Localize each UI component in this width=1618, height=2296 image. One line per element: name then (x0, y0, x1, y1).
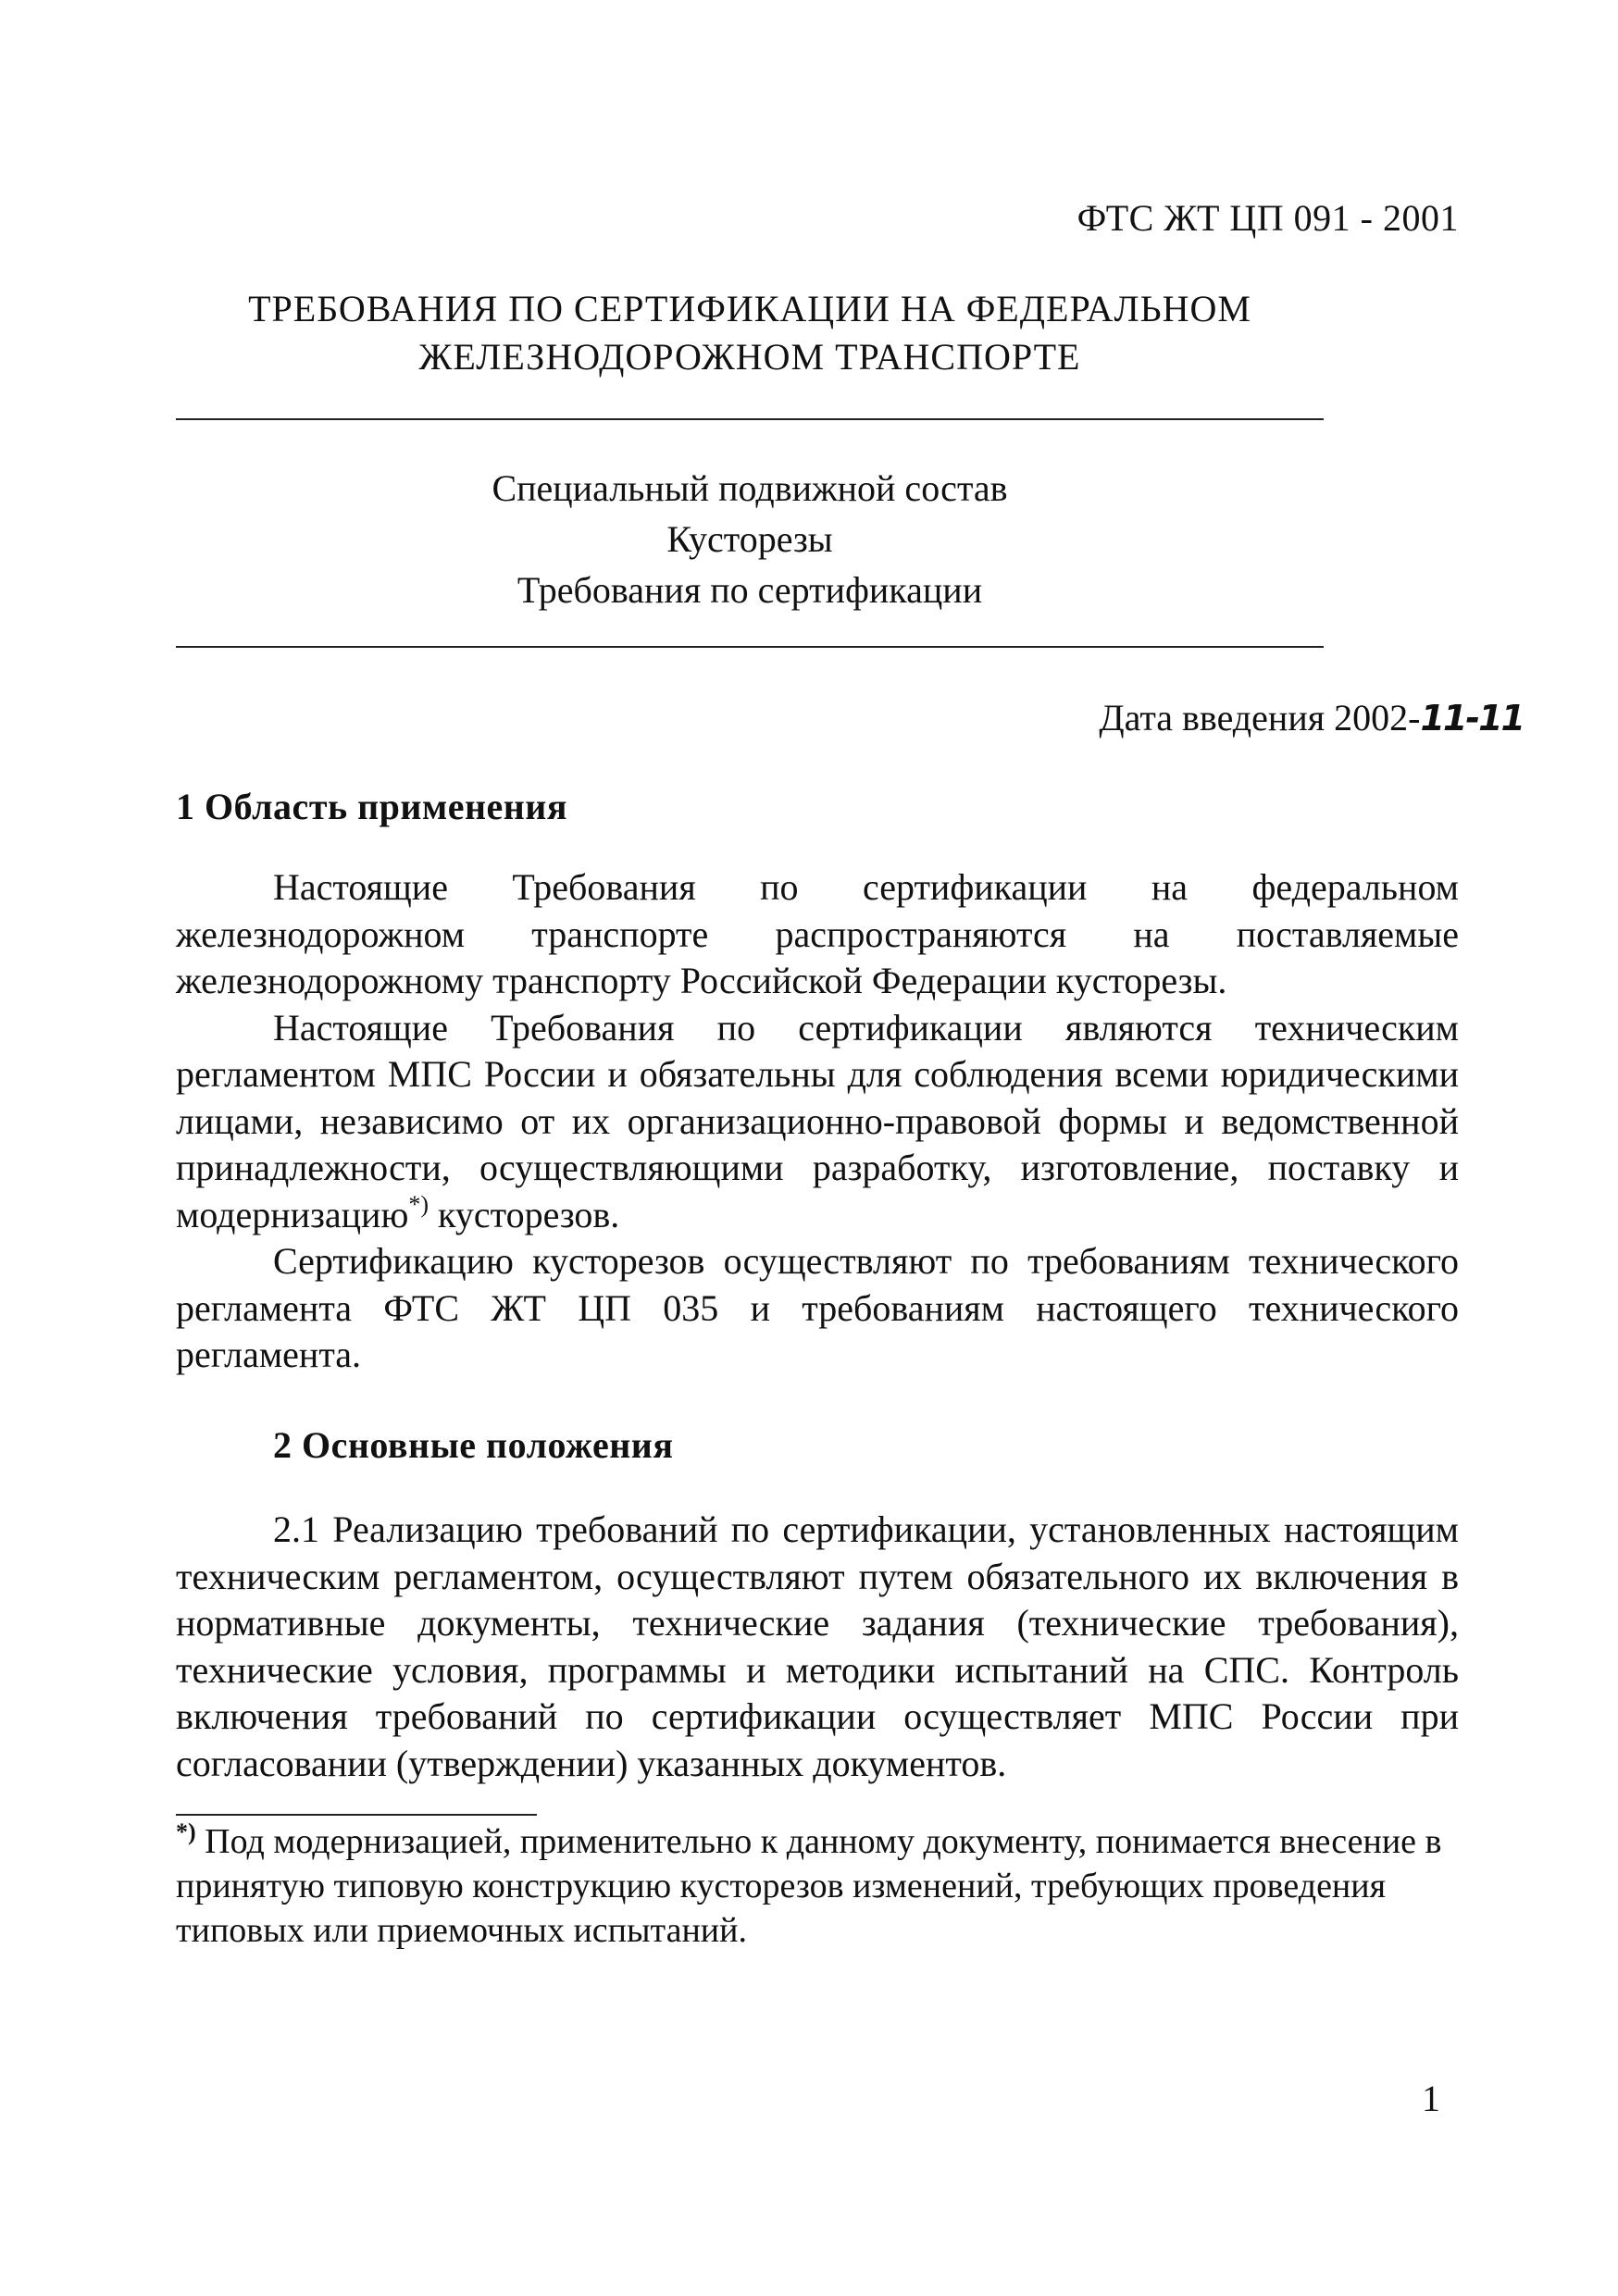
subtitle-divider (176, 646, 1324, 648)
handwritten-date: 11-11 (1420, 698, 1524, 738)
section-1-paragraph-3: Сертификацию кусторезов осуществляют по требованиям технического регламента ФТС ЖТ ЦП 035 и требованиям настоящего технического регламента. (176, 1240, 1459, 1375)
section-2-paragraph-1: 2.1 Реализацию требований по сертификации, установленных настоящим техническим регламентом, осуществляют путем обязательного их включения в нормативные документы, технические задания (технические требования), технические условия, программы и методики испытаний на СПС. Контроль включения требований по сертификации осуществляет МПС России при согласовании (утверждении) указанных документов. (176, 1508, 1459, 1784)
title-line-2: ЖЕЛЕЗНОДОРОЖНОМ ТРАНСПОРТЕ (418, 336, 1081, 378)
section-2-heading: 2 Основные положения (273, 1424, 674, 1466)
subtitle-line-3: Требования по сертификации (517, 569, 983, 611)
document-code: ФТС ЖТ ЦП 091 - 2001 (1077, 197, 1459, 239)
section-1-paragraph-2-text: Настоящие Требования по сертификации являются техническим регламентом МПС России и обязательны для соблюдения всеми юридическими лицами, независимо от их организационно-правовой формы и ведомственной принадлежности, осуществляющими разработку, изготовление, поставку и модернизацию (176, 1006, 1459, 1235)
section-1-heading: 1 Область применения (176, 786, 567, 827)
footnote-mark: *) (176, 1818, 196, 1845)
subtitle-line-2: Кусторезы (666, 518, 833, 560)
title-line-1: ТРЕБОВАНИЯ ПО СЕРТИФИКАЦИИ НА ФЕДЕРАЛЬНОМ (248, 288, 1251, 329)
section-1-body (176, 864, 1459, 1379)
document-title (176, 285, 1324, 381)
footnote (176, 1819, 1459, 1953)
page-number: 1 (1422, 2078, 1440, 2119)
footnote-text: Под модернизацией, применительно к данному документу, понимается внесение в принятую типовую конструкцию кусторезов изменений, требующих проведения типовых или приемочных испытаний. (176, 1822, 1442, 1950)
section-2-body (176, 1507, 1459, 1787)
document-subtitle (176, 463, 1324, 615)
section-1-paragraph-2-tail: кусторезов. (429, 1193, 620, 1235)
footnote-reference: *) (408, 1190, 429, 1218)
introduction-date-label: Дата введения 2002- (1099, 697, 1421, 738)
introduction-date (1099, 696, 1524, 739)
subtitle-line-1: Специальный подвижной состав (492, 467, 1008, 509)
footnote-divider (176, 1814, 537, 1816)
section-1-paragraph-2 (176, 1005, 1459, 1239)
section-1-paragraph-1: Настоящие Требования по сертификации на федеральном железнодорожном транспорте распространяются на поставляемые железнодорожному транспорту Российской Федерации кусторезы. (176, 866, 1459, 1001)
title-divider (176, 418, 1324, 420)
